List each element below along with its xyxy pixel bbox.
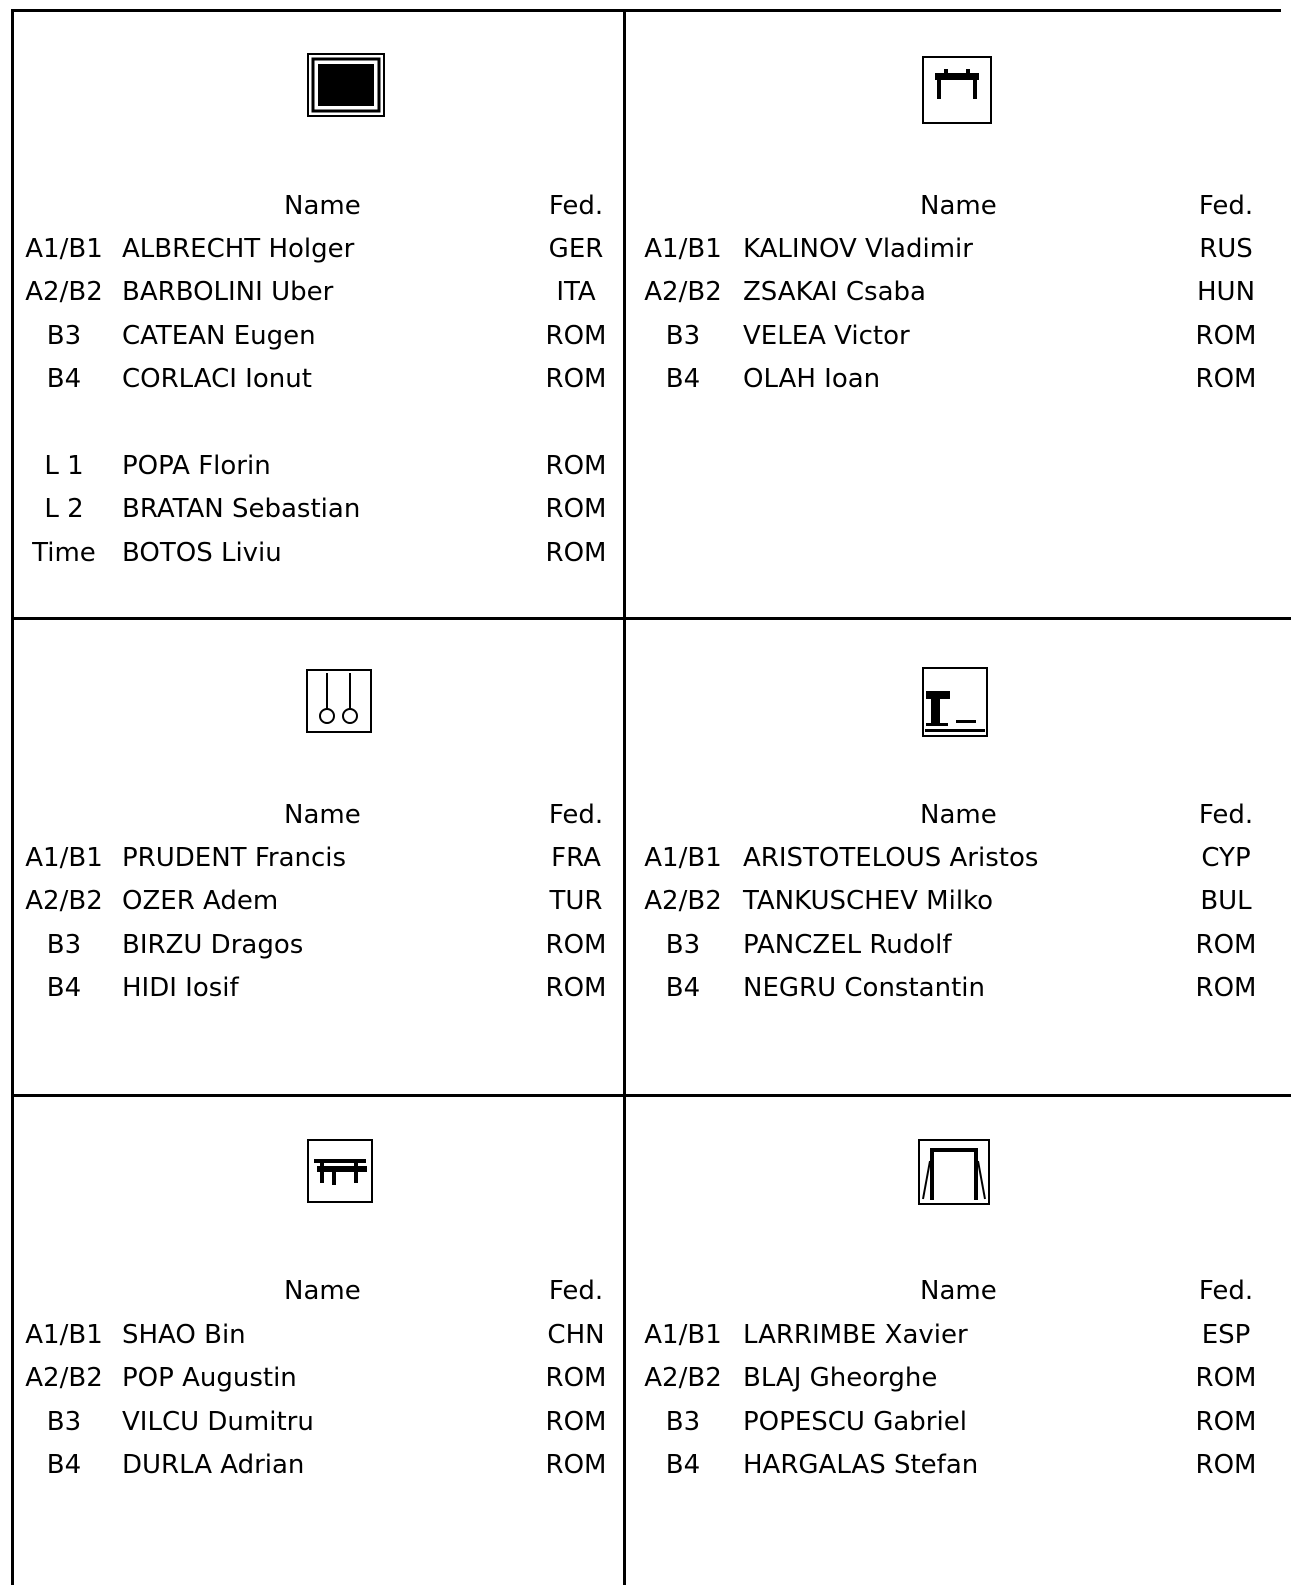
position-cell: B3 — [46, 321, 82, 351]
fed-cell: ROM — [545, 364, 607, 394]
header-row — [14, 188, 623, 224]
table-row — [14, 491, 623, 527]
table-row — [626, 840, 1291, 876]
fed-cell: BUL — [1200, 886, 1252, 916]
name-cell: VELEA Victor — [743, 321, 910, 351]
fed-cell: ROM — [545, 1407, 607, 1437]
name-cell: OLAH Ioan — [743, 364, 881, 394]
name-column-header: Name — [920, 191, 997, 221]
name-cell: ZSAKAI Csaba — [743, 277, 926, 307]
table-row — [14, 1404, 623, 1440]
table-row — [14, 448, 623, 484]
position-cell: A1/B1 — [25, 1320, 103, 1350]
table-row — [14, 1360, 623, 1396]
name-cell: KALINOV Vladimir — [743, 234, 973, 264]
fed-cell: ROM — [545, 494, 607, 524]
position-cell: A1/B1 — [644, 1320, 722, 1350]
fed-cell: ROM — [545, 321, 607, 351]
fed-cell: ROM — [545, 930, 607, 960]
fed-column-header: Fed. — [548, 191, 604, 221]
table-row — [626, 883, 1291, 919]
fed-cell: ROM — [1195, 1363, 1257, 1393]
name-cell: POPA Florin — [122, 451, 271, 481]
fed-cell: ROM — [1195, 973, 1257, 1003]
table-row — [14, 927, 623, 963]
fed-cell: ROM — [545, 973, 607, 1003]
position-cell: A2/B2 — [25, 1363, 103, 1393]
fed-cell: ESP — [1201, 1320, 1251, 1350]
name-column-header: Name — [284, 1276, 361, 1306]
name-cell: TANKUSCHEV Milko — [743, 886, 994, 916]
name-cell: BIRZU Dragos — [122, 930, 304, 960]
position-cell: B4 — [665, 973, 701, 1003]
pommel-horse-icon — [922, 56, 992, 124]
panel-pommel-horse — [626, 12, 1291, 617]
table-row — [626, 927, 1291, 963]
name-cell: VILCU Dumitru — [122, 1407, 314, 1437]
name-cell: ALBRECHT Holger — [122, 234, 355, 264]
fed-column-header: Fed. — [1198, 1276, 1254, 1306]
table-row — [626, 1447, 1291, 1483]
header-row — [626, 1273, 1291, 1309]
fed-cell: ROM — [1195, 1450, 1257, 1480]
still-rings-icon — [306, 669, 372, 733]
table-row — [14, 840, 623, 876]
fed-column-header: Fed. — [1198, 191, 1254, 221]
name-cell: NEGRU Constantin — [743, 973, 985, 1003]
position-cell: A1/B1 — [644, 234, 722, 264]
fed-cell: FRA — [551, 843, 601, 873]
panel-vault — [626, 620, 1291, 1094]
header-row — [14, 1273, 623, 1309]
panel-horizontal-bar — [626, 1097, 1291, 1583]
name-cell: BLAJ Gheorghe — [743, 1363, 938, 1393]
table-row — [626, 1404, 1291, 1440]
name-cell: BRATAN Sebastian — [122, 494, 361, 524]
fed-cell: CYP — [1201, 843, 1251, 873]
header-row — [626, 188, 1291, 224]
name-cell: DURLA Adrian — [122, 1450, 305, 1480]
position-cell: A2/B2 — [25, 886, 103, 916]
table-row — [14, 274, 623, 310]
table-row — [626, 361, 1291, 397]
panel-parallel-bars — [14, 1097, 623, 1583]
position-cell: A1/B1 — [25, 234, 103, 264]
position-cell: B4 — [665, 1450, 701, 1480]
name-cell: HARGALAS Stefan — [743, 1450, 979, 1480]
name-cell: ARISTOTELOUS Aristos — [743, 843, 1039, 873]
table-row — [14, 318, 623, 354]
panel-floor-exercise — [14, 12, 623, 617]
name-column-header: Name — [284, 800, 361, 830]
position-cell: B3 — [665, 930, 701, 960]
fed-cell: ROM — [1195, 321, 1257, 351]
fed-cell: CHN — [547, 1320, 605, 1350]
fed-cell: HUN — [1196, 277, 1256, 307]
name-cell: PANCZEL Rudolf — [743, 930, 952, 960]
fed-cell: GER — [548, 234, 604, 264]
vault-icon — [922, 667, 988, 737]
name-column-header: Name — [920, 800, 997, 830]
position-cell: B4 — [665, 364, 701, 394]
table-row — [626, 318, 1291, 354]
table-row — [14, 970, 623, 1006]
fed-cell: ROM — [545, 451, 607, 481]
name-cell: PRUDENT Francis — [122, 843, 347, 873]
position-cell: B3 — [46, 930, 82, 960]
name-column-header: Name — [920, 1276, 997, 1306]
fed-cell: RUS — [1199, 234, 1253, 264]
name-cell: CATEAN Eugen — [122, 321, 316, 351]
horizontal-bar-icon — [918, 1139, 990, 1205]
position-cell: B3 — [665, 1407, 701, 1437]
table-row — [626, 1360, 1291, 1396]
name-cell: BOTOS Liviu — [122, 538, 282, 568]
position-cell: A2/B2 — [644, 277, 722, 307]
fed-cell: ITA — [556, 277, 596, 307]
name-cell: SHAO Bin — [122, 1320, 246, 1350]
name-cell: LARRIMBE Xavier — [743, 1320, 968, 1350]
fed-column-header: Fed. — [548, 800, 604, 830]
name-column-header: Name — [284, 191, 361, 221]
name-cell: BARBOLINI Uber — [122, 277, 334, 307]
fed-cell: ROM — [1195, 364, 1257, 394]
fed-column-header: Fed. — [1198, 800, 1254, 830]
parallel-bars-icon — [307, 1139, 373, 1203]
name-cell: CORLACI Ionut — [122, 364, 312, 394]
table-row — [626, 274, 1291, 310]
table-row — [14, 231, 623, 267]
name-cell: POP Augustin — [122, 1363, 297, 1393]
floor-exercise-icon — [307, 53, 385, 117]
position-cell: A2/B2 — [25, 277, 103, 307]
table-row — [14, 1317, 623, 1353]
position-cell: A2/B2 — [644, 886, 722, 916]
fed-cell: ROM — [545, 1450, 607, 1480]
position-cell: L 1 — [44, 451, 84, 481]
position-cell: B4 — [46, 364, 82, 394]
table-row — [14, 883, 623, 919]
table-row — [626, 1317, 1291, 1353]
position-cell: Time — [32, 538, 96, 568]
header-row — [14, 797, 623, 833]
position-cell: B3 — [665, 321, 701, 351]
fed-cell: ROM — [1195, 1407, 1257, 1437]
header-row — [626, 797, 1291, 833]
position-cell: A2/B2 — [644, 1363, 722, 1393]
name-cell: HIDI Iosif — [122, 973, 239, 1003]
name-cell: POPESCU Gabriel — [743, 1407, 967, 1437]
position-cell: A1/B1 — [644, 843, 722, 873]
fed-cell: TUR — [549, 886, 603, 916]
position-cell: A1/B1 — [25, 843, 103, 873]
name-cell: OZER Adem — [122, 886, 279, 916]
position-cell: B3 — [46, 1407, 82, 1437]
fed-cell: ROM — [545, 1363, 607, 1393]
table-row — [626, 231, 1291, 267]
table-row — [14, 361, 623, 397]
fed-cell: ROM — [1195, 930, 1257, 960]
fed-column-header: Fed. — [548, 1276, 604, 1306]
position-cell: B4 — [46, 1450, 82, 1480]
table-row — [14, 535, 623, 571]
table-row — [626, 970, 1291, 1006]
position-cell: L 2 — [44, 494, 84, 524]
table-row — [14, 1447, 623, 1483]
position-cell: B4 — [46, 973, 82, 1003]
panel-still-rings — [14, 620, 623, 1094]
fed-cell: ROM — [545, 538, 607, 568]
